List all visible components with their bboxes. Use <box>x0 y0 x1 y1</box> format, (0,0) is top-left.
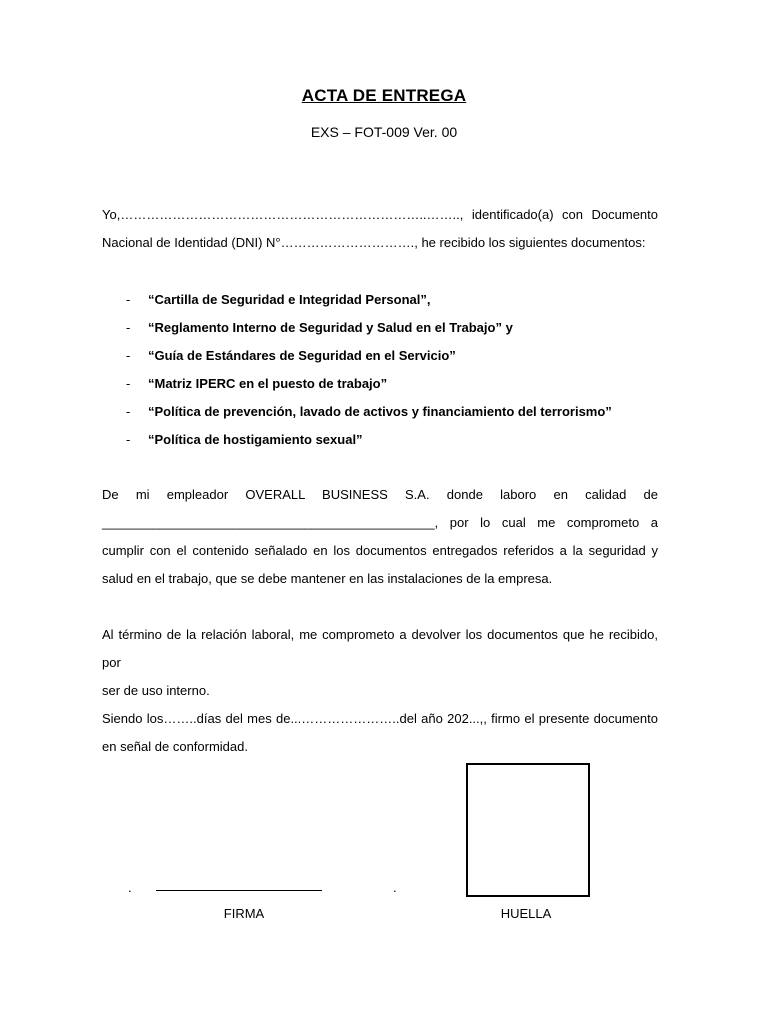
return-paragraph <box>102 621 658 705</box>
list-bullet: - <box>126 432 131 447</box>
return-line-1: Al término de la relación laboral, me comprometo a devolver los documentos que he recibido, por <box>102 627 658 670</box>
intro-line-1: Yo,……………………………………………………………..…….., identificado(a) con Documento <box>102 207 658 222</box>
list-bullet: - <box>126 404 131 419</box>
list-item-text: “Reglamento Interno de Seguridad y Salud en el Trabajo” y <box>148 320 513 335</box>
intro-line-2: Nacional de Identidad (DNI) N°…………………………., he recibido los siguientes documentos: <box>102 235 646 250</box>
signature-dot-left: . <box>128 880 132 895</box>
list-item <box>102 342 702 370</box>
list-item-text: “Guía de Estándares de Seguridad en el Servicio” <box>148 348 456 363</box>
document-list <box>102 286 702 454</box>
employer-line-3: cumplir con el contenido señalado en los documentos entregados referidos a la seguridad y <box>102 543 658 558</box>
list-item-text: “Política de hostigamiento sexual” <box>148 432 363 447</box>
date-paragraph <box>102 705 658 761</box>
intro-paragraph <box>102 201 658 257</box>
document-code: EXS – FOT-009 Ver. 00 <box>310 124 458 140</box>
date-line-1: Siendo los……..días del mes de...…………………..del año 202...,, firmo el presente documento <box>102 711 658 726</box>
signature-label: FIRMA <box>223 906 265 921</box>
employer-line-1: De mi empleador OVERALL BUSINESS S.A. donde laboro en calidad de <box>102 487 658 502</box>
list-item <box>102 286 702 314</box>
list-bullet: - <box>126 376 131 391</box>
list-bullet: - <box>126 348 131 363</box>
list-item <box>102 398 702 426</box>
list-item <box>102 426 702 454</box>
employer-line-2: ______________________________________________, por lo cual me comprometo a <box>102 515 658 530</box>
date-line-2: en señal de conformidad. <box>102 739 248 754</box>
list-item <box>102 314 702 342</box>
list-bullet: - <box>126 292 131 307</box>
page-title: ACTA DE ENTREGA <box>301 86 467 105</box>
employer-line-4: salud en el trabajo, que se debe mantener en las instalaciones de la empresa. <box>102 571 553 586</box>
list-bullet: - <box>126 320 131 335</box>
signature-line <box>156 890 322 891</box>
signature-dot-right: . <box>393 880 397 895</box>
employer-paragraph <box>102 481 658 593</box>
list-item-text: “Cartilla de Seguridad e Integridad Personal”, <box>148 292 431 307</box>
list-item-text: “Política de prevención, lavado de activos y financiamiento del terrorismo” <box>148 404 612 419</box>
return-line-2: ser de uso interno. <box>102 683 210 698</box>
list-item-text: “Matriz IPERC en el puesto de trabajo” <box>148 376 388 391</box>
fingerprint-label: HUELLA <box>500 906 552 921</box>
list-item <box>102 370 702 398</box>
fingerprint-box <box>466 763 590 897</box>
